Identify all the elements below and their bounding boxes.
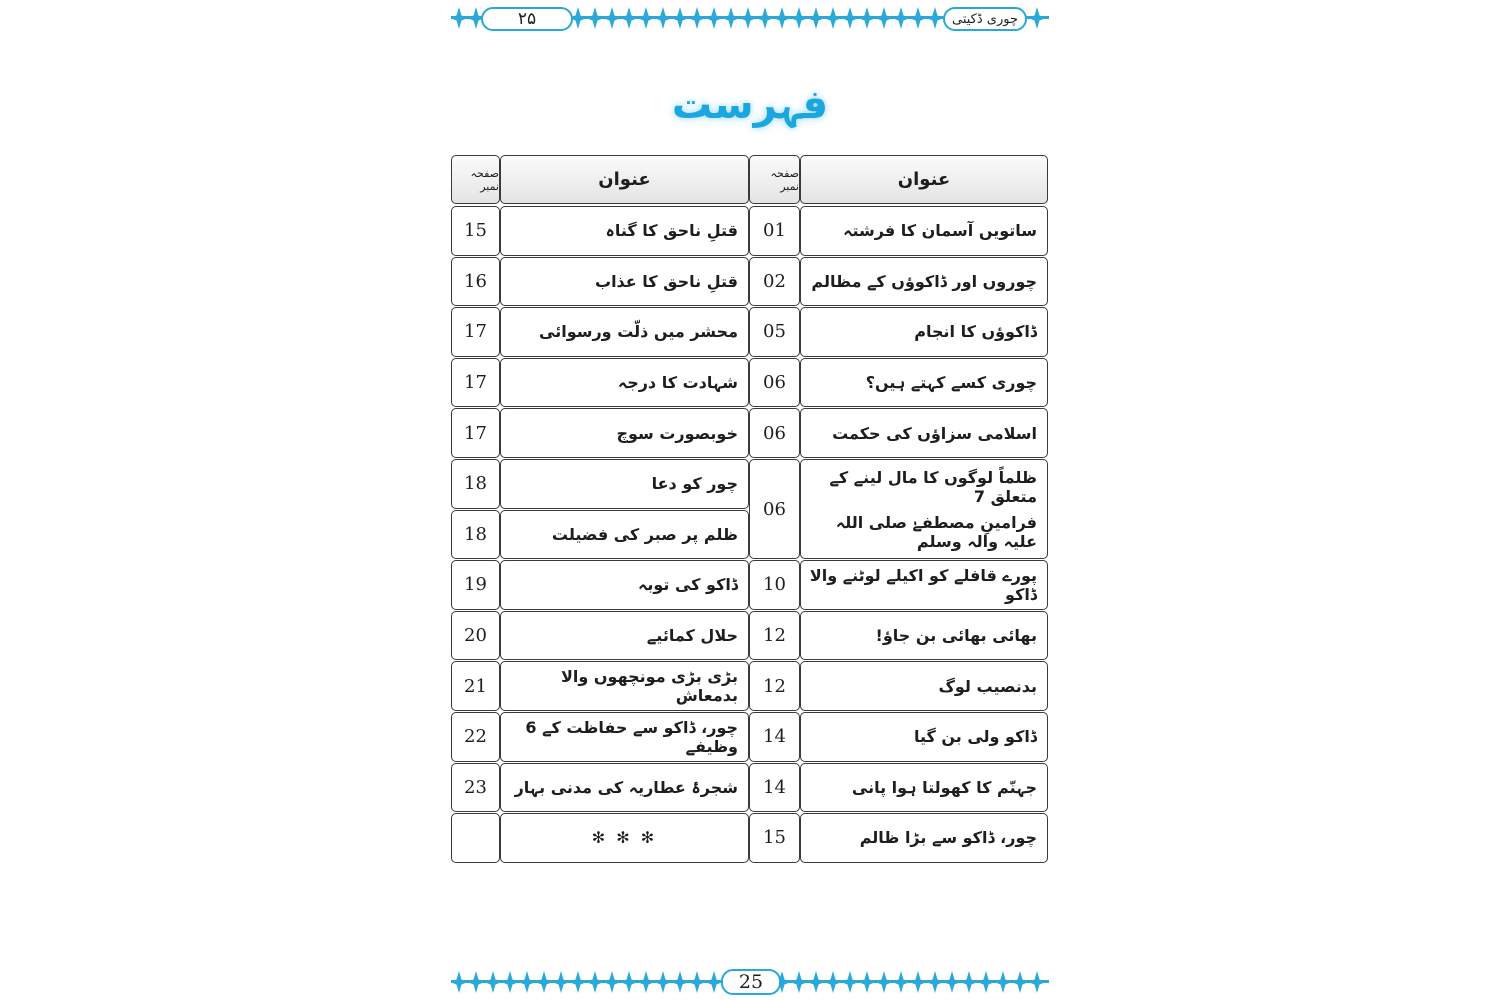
toc-left-page: 20	[451, 611, 500, 661]
toc-right-title: ڈاکو ولی بن گیا	[800, 712, 1048, 762]
ornament-star	[552, 971, 570, 993]
toc-right-page: 10	[749, 560, 800, 610]
toc-right-title	[800, 459, 1048, 559]
toc-right-title: ساتویں آسمان کا فرشتہ	[800, 206, 1048, 256]
footer-page-number	[721, 969, 781, 995]
ornament-star	[620, 971, 638, 993]
ornament-star	[977, 971, 995, 993]
toc-right-title: چور، ڈاکو سے بڑا ظالم	[800, 813, 1048, 863]
ornament-star	[943, 971, 961, 993]
ornament-star	[688, 971, 706, 993]
toc-right-page: 14	[749, 712, 800, 762]
toc-right-page: 14	[749, 763, 800, 813]
ornament-star	[603, 971, 621, 993]
ornament-star	[875, 7, 893, 29]
toc-right-page: 06	[749, 459, 800, 559]
ornament-star	[909, 971, 927, 993]
ornament-star	[451, 971, 468, 993]
toc-left-page: 22	[451, 712, 500, 762]
toc-right-title-line: فرامینِ مصطفےٰ صلی اللہ علیہ والہ وسلم	[835, 512, 1037, 551]
header-book-title-text: چوری ڈکیتی	[952, 11, 1018, 27]
ornament-star	[858, 971, 876, 993]
toc-left-page: 19	[451, 560, 500, 610]
ornament-star	[841, 971, 859, 993]
ornament-star	[705, 7, 723, 29]
ornament-star	[909, 7, 927, 29]
header-page-number-text: ۲۵	[517, 9, 537, 29]
ornament-star	[824, 7, 842, 29]
toc-right-page: 06	[749, 408, 800, 458]
ornament-star	[926, 971, 944, 993]
ornament-star	[569, 971, 587, 993]
toc-left-title: محشر میں ذلّت ورسوائی	[500, 307, 749, 357]
toc-right-page: 12	[749, 661, 800, 711]
ornament-star	[858, 7, 876, 29]
toc-left-title: ڈاکو کی توبہ	[500, 560, 749, 610]
ornament-star	[790, 971, 808, 993]
header-page-number	[481, 7, 573, 31]
ornament-star	[586, 7, 604, 29]
toc-left-page: 17	[451, 358, 500, 408]
ornament-star	[535, 971, 553, 993]
header-page-right: صفحہ نمبر	[749, 155, 800, 204]
toc-right-title: بدنصیب لوگ	[800, 661, 1048, 711]
toc-left-page: 21	[451, 661, 500, 711]
ornament-star	[451, 7, 468, 29]
ornament-star	[637, 7, 655, 29]
ornament-star	[739, 7, 757, 29]
ornament-star	[518, 971, 536, 993]
footer-page-number-text: 25	[738, 971, 764, 993]
ornament-star	[654, 7, 672, 29]
toc-left-title: شہادت کا درجہ	[500, 358, 749, 408]
ornament-star	[790, 7, 808, 29]
toc-right-page: 15	[749, 813, 800, 863]
ornament-star	[756, 7, 774, 29]
ornament-star	[1028, 7, 1046, 29]
toc-right-title-line: ظلماً لوگوں کا مال لینے کے متعلق 7	[829, 467, 1037, 506]
toc-right-page: 12	[749, 611, 800, 661]
ornament-star	[688, 7, 706, 29]
ornament-star	[654, 971, 672, 993]
toc-right-page: 01	[749, 206, 800, 256]
ornament-star	[926, 7, 944, 29]
toc-right-title: بھائی بھائی بن جاؤ!	[800, 611, 1048, 661]
toc-right-title: چوری کسے کہتے ہیں؟	[800, 358, 1048, 408]
ornament-star	[1028, 971, 1046, 993]
ornament-star	[892, 7, 910, 29]
toc-left-title: چور، ڈاکو سے حفاظت کے 6 وظیفے	[500, 712, 749, 762]
ornament-star	[824, 971, 842, 993]
ornament-star	[1011, 971, 1029, 993]
toc-left-page: 18	[451, 510, 500, 560]
toc-left-title: قتلِ ناحق کا عذاب	[500, 257, 749, 307]
ornament-star	[773, 7, 791, 29]
toc-right-title: اسلامی سزاؤں کی حکمت	[800, 408, 1048, 458]
toc-right-title: چوروں اور ڈاکوؤں کے مظالم	[800, 257, 1048, 307]
toc-left-page: 23	[451, 763, 500, 813]
ornament-star	[467, 971, 485, 993]
toc-right-title: ڈاکوؤں کا انجام	[800, 307, 1048, 357]
toc-left-page: 18	[451, 459, 500, 509]
ornament-star	[671, 971, 689, 993]
header-title-left: عنوان	[500, 155, 749, 204]
toc-end-stars: ✻ ✻ ✻	[500, 813, 749, 863]
toc-left-page: 17	[451, 408, 500, 458]
ornament-star	[603, 7, 621, 29]
ornament-star	[841, 7, 859, 29]
top-border-ornament	[451, 3, 1049, 33]
toc-right-page: 02	[749, 257, 800, 307]
toc-left-title: خوبصورت سوچ	[500, 408, 749, 458]
header-book-title	[943, 7, 1027, 31]
bottom-border-ornament	[451, 967, 1049, 997]
toc-left-page: 16	[451, 257, 500, 307]
ornament-star	[994, 971, 1012, 993]
ornament-star	[807, 7, 825, 29]
ornament-star	[637, 971, 655, 993]
toc-left-title: حلال کمائیے	[500, 611, 749, 661]
header-page-left: صفحہ نمبر	[451, 155, 500, 204]
toc-right-page: 05	[749, 307, 800, 357]
toc-left-title: چور کو دعا	[500, 459, 749, 509]
ornament-star	[722, 7, 740, 29]
toc-left-title: بڑی بڑی مونچھوں والا بدمعاش	[500, 661, 749, 711]
toc-left-title: شجرۂ عطاریہ کی مدنی بہار	[500, 763, 749, 813]
page-title: فہرست	[671, 82, 829, 128]
ornament-star	[501, 971, 519, 993]
toc-left-page: 17	[451, 307, 500, 357]
toc-right-title: پورے قافلے کو اکیلے لوٹنے والا ڈاکو	[800, 560, 1048, 610]
ornament-star	[807, 971, 825, 993]
ornament-star	[875, 971, 893, 993]
ornament-star	[586, 971, 604, 993]
ornament-star	[671, 7, 689, 29]
ornament-star	[960, 971, 978, 993]
toc-right-page: 06	[749, 358, 800, 408]
ornament-star	[484, 971, 502, 993]
ornament-star	[620, 7, 638, 29]
toc-left-page	[451, 813, 500, 863]
toc-left-page: 15	[451, 206, 500, 256]
toc-left-title: قتلِ ناحق کا گناہ	[500, 206, 749, 256]
toc-right-title: جہنّم کا کھولتا ہوا پانی	[800, 763, 1048, 813]
ornament-star	[892, 971, 910, 993]
toc-left-title: ظلم پر صبر کی فضیلت	[500, 510, 749, 560]
header-title-right: عنوان	[800, 155, 1048, 204]
